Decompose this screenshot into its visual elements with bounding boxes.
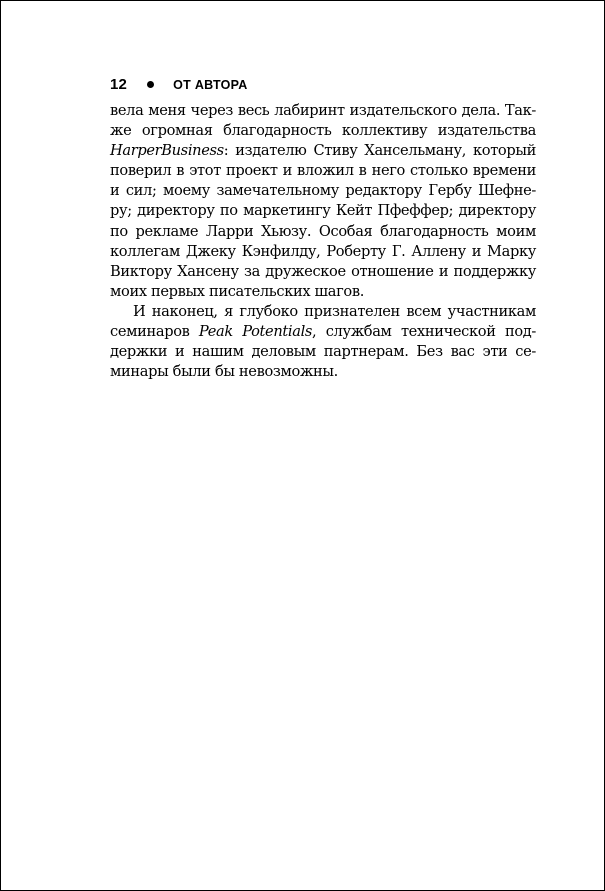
text-line: же огромная благодарность коллективу издательства — [110, 122, 536, 140]
text-line: моих первых писательских шагов. — [110, 282, 364, 300]
text-line: по рекламе Ларри Хьюзу. Особая благодарность моим — [110, 222, 536, 240]
page-number: 12 — [110, 76, 128, 93]
text-line: ру; директору по маркетингу Кейт Пфеффер; директору — [110, 202, 536, 220]
text-line — [110, 322, 536, 342]
text-line: вела меня через весь лабиринт издательского дела. Так- — [110, 102, 536, 119]
bullet-separator-icon — [147, 81, 154, 88]
text-fragment: : издателю Стиву Хансельману, который — [223, 142, 536, 160]
text-line: коллегам Джеку Кэнфилду, Роберту Г. Аллену и Марку — [110, 242, 536, 260]
seminar-name: Peak Potentials — [198, 323, 313, 341]
text-fragment: , службам технической под- — [312, 323, 536, 341]
text-line: Виктору Хансену за дружеское отношение и поддержку — [110, 262, 536, 280]
text-line — [110, 141, 536, 161]
paragraph-1 — [110, 101, 536, 302]
text-line: и сил; моему замечательному редактору Гербу Шефне- — [110, 182, 536, 200]
text-line: держки и нашим деловым партнерам. Без вас эти се- — [110, 343, 536, 361]
text-fragment: семинаров — [110, 323, 199, 341]
publisher-name: HarperBusiness — [110, 142, 224, 160]
text-line: поверил в этот проект и вложил в него столько времени — [110, 162, 536, 180]
text-line: минары были бы невозможны. — [110, 363, 338, 381]
paragraph-2 — [110, 302, 536, 382]
running-header — [110, 76, 248, 93]
body-text — [110, 101, 536, 382]
section-title: ОТ АВТОРА — [173, 77, 248, 92]
text-line: И наконец, я глубоко признателен всем участникам — [133, 302, 536, 320]
